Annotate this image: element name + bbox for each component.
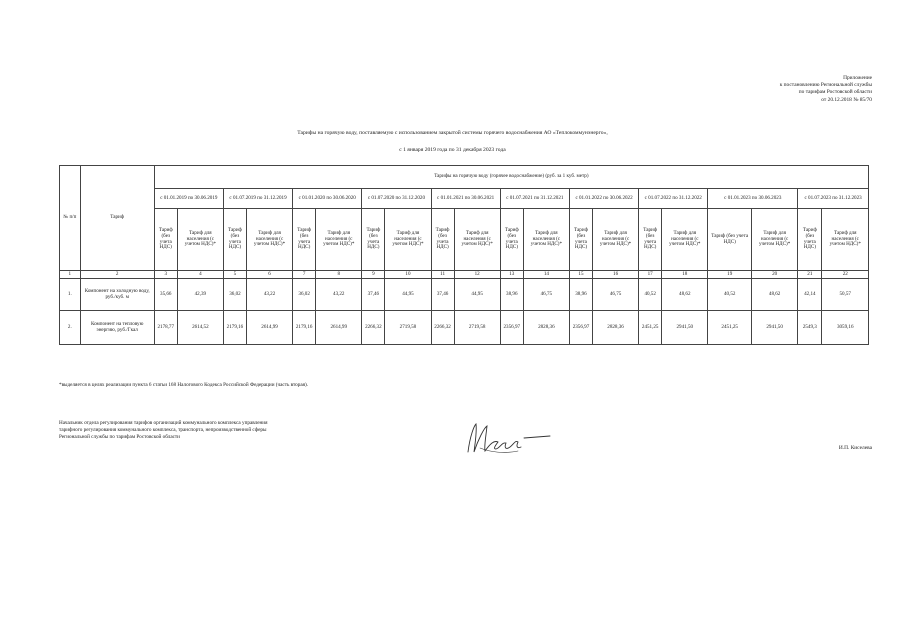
appendix-line-2: к постановлению Региональной службы (779, 82, 872, 89)
subheader-tariff-population: Тариф для населения (с учетом НДС)* (316, 209, 362, 271)
document-subtitle: с 1 января 2019 года по 31 декабря 2023 года (399, 147, 506, 153)
tariff-value-cell: 2614,52 (177, 311, 223, 345)
handwritten-signature (460, 418, 560, 460)
tariff-value-cell: 44,95 (454, 279, 500, 311)
subheader-tariff-no-vat: Тариф (без учета НДС) (362, 209, 385, 271)
subheader-tariff-population: Тариф для населения (с учетом НДС)* (593, 209, 639, 271)
tariff-value-cell: 2356,97 (500, 311, 523, 345)
appendix-line-4: от 20.12.2018 № 85/70 (821, 96, 872, 103)
column-number: 8 (316, 271, 362, 279)
column-number: 18 (662, 271, 708, 279)
period-header: с 01.07.2020 по 31.12.2020 (362, 189, 431, 209)
period-header: с 01.07.2019 по 31.12.2019 (223, 189, 292, 209)
tariff-value-cell: 2451,25 (708, 311, 752, 345)
subheader-tariff-population: Тариф для населения (с учетом НДС)* (662, 209, 708, 271)
column-number: 1 (60, 271, 81, 279)
tariff-value-cell: 2451,25 (639, 311, 662, 345)
row-component-name: Компонент на тепловую энергию, руб./Гкал (80, 311, 154, 345)
tariff-value-cell: 44,95 (385, 279, 431, 311)
tariff-value-cell: 2941,50 (752, 311, 798, 345)
subheader-tariff-population: Тариф для населения (с учетом НДС)* (523, 209, 569, 271)
tariff-value-cell: 46,75 (523, 279, 569, 311)
period-header: с 01.01.2022 по 30.06.2022 (569, 189, 638, 209)
tariff-value-cell: 38,96 (569, 279, 592, 311)
tariff-value-cell: 40,52 (708, 279, 752, 311)
tariff-value-cell: 3059,16 (822, 311, 869, 345)
tariff-value-cell: 2179,16 (293, 311, 316, 345)
column-number: 6 (246, 271, 292, 279)
tariff-value-cell: 2614,99 (316, 311, 362, 345)
tariff-value-cell: 36,02 (293, 279, 316, 311)
row-number: 1. (60, 279, 81, 311)
column-number: 4 (177, 271, 223, 279)
tariff-value-cell: 42,14 (798, 279, 822, 311)
document-title: Тарифы на горячую воду, поставляемую с использованием закрытой системы горячего водоснабжения АО «Теплокоммунэнерго», (297, 130, 608, 136)
tariff-value-cell: 2549,3 (798, 311, 822, 345)
column-number: 16 (593, 271, 639, 279)
subheader-tariff-no-vat: Тариф (без учета НДС) (293, 209, 316, 271)
subheader-tariff-population: Тариф для населения (с учетом НДС)* (454, 209, 500, 271)
tariff-value-cell: 46,75 (593, 279, 639, 311)
period-header: с 01.01.2019 по 30.06.2019 (154, 189, 223, 209)
tariff-value-cell: 2941,50 (662, 311, 708, 345)
column-number: 14 (523, 271, 569, 279)
signer-name: И.П. Киселева (838, 445, 872, 451)
subheader-tariff-population: Тариф для населения (с учетом НДС)* (752, 209, 798, 271)
tariff-value-cell: 40,52 (639, 279, 662, 311)
subheader-tariff-population: Тариф для населения (с учетом НДС)* (177, 209, 223, 271)
column-number: 13 (500, 271, 523, 279)
column-number: 15 (569, 271, 592, 279)
footnote: *выделяется в целях реализации пункта 6 статьи 168 Налогового Кодекса Российской Федерации (часть вторая). (59, 382, 309, 388)
period-header: с 01.01.2023 по 30.06.2023 (708, 189, 798, 209)
subheader-tariff-no-vat: Тариф (без учета НДС) (431, 209, 454, 271)
column-number: 22 (822, 271, 869, 279)
tariff-value-cell: 2719,58 (454, 311, 500, 345)
tariff-value-cell: 2178,77 (154, 311, 177, 345)
subheader-tariff-no-vat: Тариф (без учета НДС) (798, 209, 822, 271)
tariff-value-cell: 2266,32 (362, 311, 385, 345)
subheader-tariff-no-vat: Тариф (без учета НДС) (708, 209, 752, 271)
column-number: 19 (708, 271, 752, 279)
column-number: 5 (223, 271, 246, 279)
tariff-value-cell: 2719,58 (385, 311, 431, 345)
column-number: 7 (293, 271, 316, 279)
period-header: с 01.07.2022 по 31.12.2022 (639, 189, 708, 209)
appendix-line-1: Приложение (843, 75, 872, 81)
tariff-value-cell: 37,46 (431, 279, 454, 311)
appendix-reference (780, 75, 872, 104)
subheader-tariff-no-vat: Тариф (без учета НДС) (569, 209, 592, 271)
tariff-value-cell: 48,62 (662, 279, 708, 311)
tariff-value-cell: 42,39 (177, 279, 223, 311)
row-component-name: Компонент на холодную воду, руб./куб. м (80, 279, 154, 311)
tariff-value-cell: 43,22 (246, 279, 292, 311)
header-number: № п/п (60, 166, 81, 271)
header-tariff: Тариф (80, 166, 154, 271)
tariff-value-cell: 50,57 (822, 279, 869, 311)
tariff-value-cell: 37,46 (362, 279, 385, 311)
tariff-value-cell: 48,62 (752, 279, 798, 311)
period-header: с 01.01.2020 по 30.06.2020 (293, 189, 362, 209)
column-number: 21 (798, 271, 822, 279)
tariff-value-cell: 2266,32 (431, 311, 454, 345)
tariff-value-cell: 38,96 (500, 279, 523, 311)
tariff-value-cell: 35,66 (154, 279, 177, 311)
row-number: 2. (60, 311, 81, 345)
tariff-value-cell: 2179,16 (223, 311, 246, 345)
column-number: 9 (362, 271, 385, 279)
tariff-value-cell: 43,22 (316, 279, 362, 311)
column-number: 2 (80, 271, 154, 279)
tariff-value-cell: 2614,99 (246, 311, 292, 345)
tariff-table (59, 165, 869, 345)
tariff-value-cell: 2356,97 (569, 311, 592, 345)
table-row (60, 279, 869, 311)
table-row (60, 311, 869, 345)
tariff-value-cell: 36,02 (223, 279, 246, 311)
subheader-tariff-population: Тариф для населения (с учетом НДС)* (246, 209, 292, 271)
period-header: с 01.01.2021 по 30.06.2021 (431, 189, 500, 209)
subheader-tariff-no-vat: Тариф (без учета НДС) (223, 209, 246, 271)
signatory-position: Начальник отдела регулирования тарифов организаций коммунального комплекса управления тарифного регулирования коммунального комплекса, транспорта, непроизводственной сферы Региональной службы по тарифам Ростовской области (59, 420, 268, 441)
subheader-tariff-population: Тариф для населения (с учетом НДС)* (385, 209, 431, 271)
column-number: 11 (431, 271, 454, 279)
column-number: 10 (385, 271, 431, 279)
column-number: 12 (454, 271, 500, 279)
period-header: с 01.07.2023 по 31.12.2023 (798, 189, 869, 209)
column-number: 3 (154, 271, 177, 279)
period-header: с 01.07.2021 по 31.12.2021 (500, 189, 569, 209)
tariff-value-cell: 2828,36 (593, 311, 639, 345)
column-number: 17 (639, 271, 662, 279)
subheader-tariff-no-vat: Тариф (без учета НДС) (154, 209, 177, 271)
column-number: 20 (752, 271, 798, 279)
subheader-tariff-no-vat: Тариф (без учета НДС) (500, 209, 523, 271)
header-group: Тарифы на горячую воду (горячее водоснабжение) (руб. за 1 куб. метр) (154, 166, 868, 189)
tariff-value-cell: 2828,36 (523, 311, 569, 345)
subheader-tariff-no-vat: Тариф (без учета НДС) (639, 209, 662, 271)
subheader-tariff-population: Тариф для населения (с учетом НДС)* (822, 209, 869, 271)
appendix-line-3: по тарифам Ростовской области (798, 89, 872, 96)
